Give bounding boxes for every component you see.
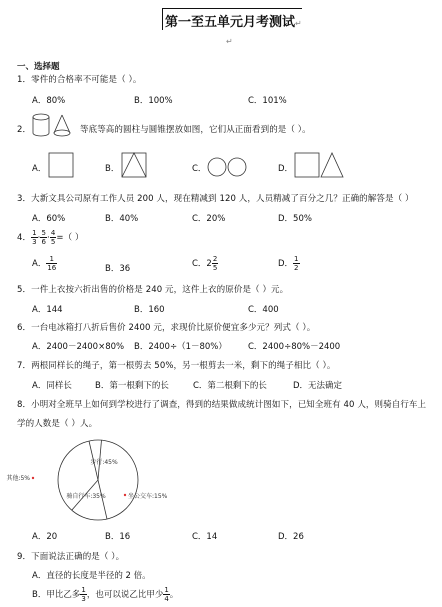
q5-option-a[interactable]: A．144 <box>32 305 63 315</box>
q4-option-a[interactable]: A． $\frac{1}{16}$ <box>32 255 57 272</box>
fraction: $\frac{5}{6}$ <box>41 229 47 246</box>
cylinder-cone-figure <box>32 113 78 139</box>
question-9: 9．下面说法正确的是（ ）。 <box>17 552 125 562</box>
q4-option-b[interactable]: B．36 <box>105 264 131 274</box>
q6-option-b[interactable]: B．2400÷（1－80%） <box>134 342 227 352</box>
q9-option-b[interactable]: B．甲比乙多 $\frac{1}{3}$ ，也可以说乙比甲少 $\frac{1}{4}$ 。 <box>32 586 179 603</box>
fraction: $\frac{4}{5}$ <box>50 229 56 246</box>
paragraph-mark: ↵ <box>226 37 233 46</box>
question-3: 3．大新文具公司原有工作人员 200 人，现在精减到 120 人，人员精减了百分之几？正确的解答是（ ） <box>17 194 414 204</box>
q8-option-a[interactable]: A．20 <box>32 532 58 542</box>
q2-b-figure <box>121 152 147 178</box>
q9-option-a[interactable]: A．直径的长度是半径的 2 倍。 <box>32 571 151 581</box>
q8-option-d[interactable]: D．26 <box>278 532 304 542</box>
q2-a-figure <box>48 152 74 178</box>
question-6: 6．一台电冰箱打八折后售价 2400 元，求现价比原价便宜多少元？列式（ ）。 <box>17 323 316 333</box>
q7-option-d[interactable]: D．无法确定 <box>293 381 343 391</box>
q7-option-b[interactable]: B．第一根剩下的长 <box>95 381 169 391</box>
question-5: 5．一件上衣按六折出售的价格是 240 元，这件上衣的原价是（ ）元。 <box>17 285 289 295</box>
q2-option-c[interactable]: C． <box>192 164 207 174</box>
fraction: $\frac{1}{3}$ <box>32 229 37 246</box>
q1-option-c[interactable]: C．101% <box>248 96 287 106</box>
q2-option-b[interactable]: B． <box>105 164 120 174</box>
q6-option-a[interactable]: A．2400－2400×80% <box>32 342 125 352</box>
question-1: 1．零件的合格率不可能是（ ）。 <box>17 75 142 85</box>
question-8-line2: 学的人数是（ ）人。 <box>17 419 98 429</box>
q5-option-b[interactable]: B．160 <box>134 305 165 315</box>
pie-label: 坐公交车:15% <box>128 493 168 500</box>
q1-option-b[interactable]: B．100% <box>134 96 173 106</box>
pie-label: 步行:45% <box>90 459 118 466</box>
section-heading: 一、选择题 <box>17 62 60 72</box>
q8-option-b[interactable]: B．16 <box>105 532 131 542</box>
pie-label: 骑自行车:35% <box>66 493 106 500</box>
pie-label-marker <box>32 477 34 479</box>
question-2-number: 2． <box>17 125 32 135</box>
q1-option-a[interactable]: A．80% <box>32 96 66 106</box>
q4-option-c[interactable]: C．2 $\frac{2}{5}$ <box>192 255 218 272</box>
question-4: 4． $\frac{1}{3}$ · $\frac{5}{6}$ · $\frac{4}{5}$ =（ ） <box>17 229 84 246</box>
pie-label-marker <box>124 494 126 496</box>
question-7: 7．两根同样长的绳子，第一根剪去 50%，另一根剪去一米，剩下的绳子相比（ ）。 <box>17 361 336 371</box>
q3-option-d[interactable]: D．50% <box>278 214 312 224</box>
page-title: 第一至五单元月考测试 <box>165 15 296 30</box>
q5-option-c[interactable]: C．400 <box>248 305 279 315</box>
q3-option-a[interactable]: A．60% <box>32 214 66 224</box>
title-box: 第一至五单元月考测试↵ <box>162 8 302 30</box>
pie-label: 其他:5% <box>6 475 30 482</box>
q2-c-figure <box>207 157 249 177</box>
question-2: 等底等高的圆柱与圆锥摆放如图，它们从正面看到的是（ ）。 <box>80 125 311 135</box>
q7-option-c[interactable]: C．第二根剩下的长 <box>193 381 267 391</box>
q7-option-a[interactable]: A．同样长 <box>32 381 72 391</box>
q2-d-figure <box>294 152 346 178</box>
q8-option-c[interactable]: C．14 <box>192 532 218 542</box>
question-8-line1: 8．小明对全班早上如何到学校进行了调查，得到的结果做成统计图如下，已知全班有 40 人，则骑自行车上 <box>17 400 427 410</box>
q3-option-b[interactable]: B．40% <box>105 214 139 224</box>
q2-option-a[interactable]: A． <box>32 164 47 174</box>
q6-option-c[interactable]: C．2400÷80%－2400 <box>248 342 341 352</box>
q2-option-d[interactable]: D． <box>278 164 294 174</box>
pie-chart <box>0 440 200 525</box>
q3-option-c[interactable]: C．20% <box>192 214 226 224</box>
q4-option-d[interactable]: D． $\frac{1}{2}$ <box>278 255 299 272</box>
